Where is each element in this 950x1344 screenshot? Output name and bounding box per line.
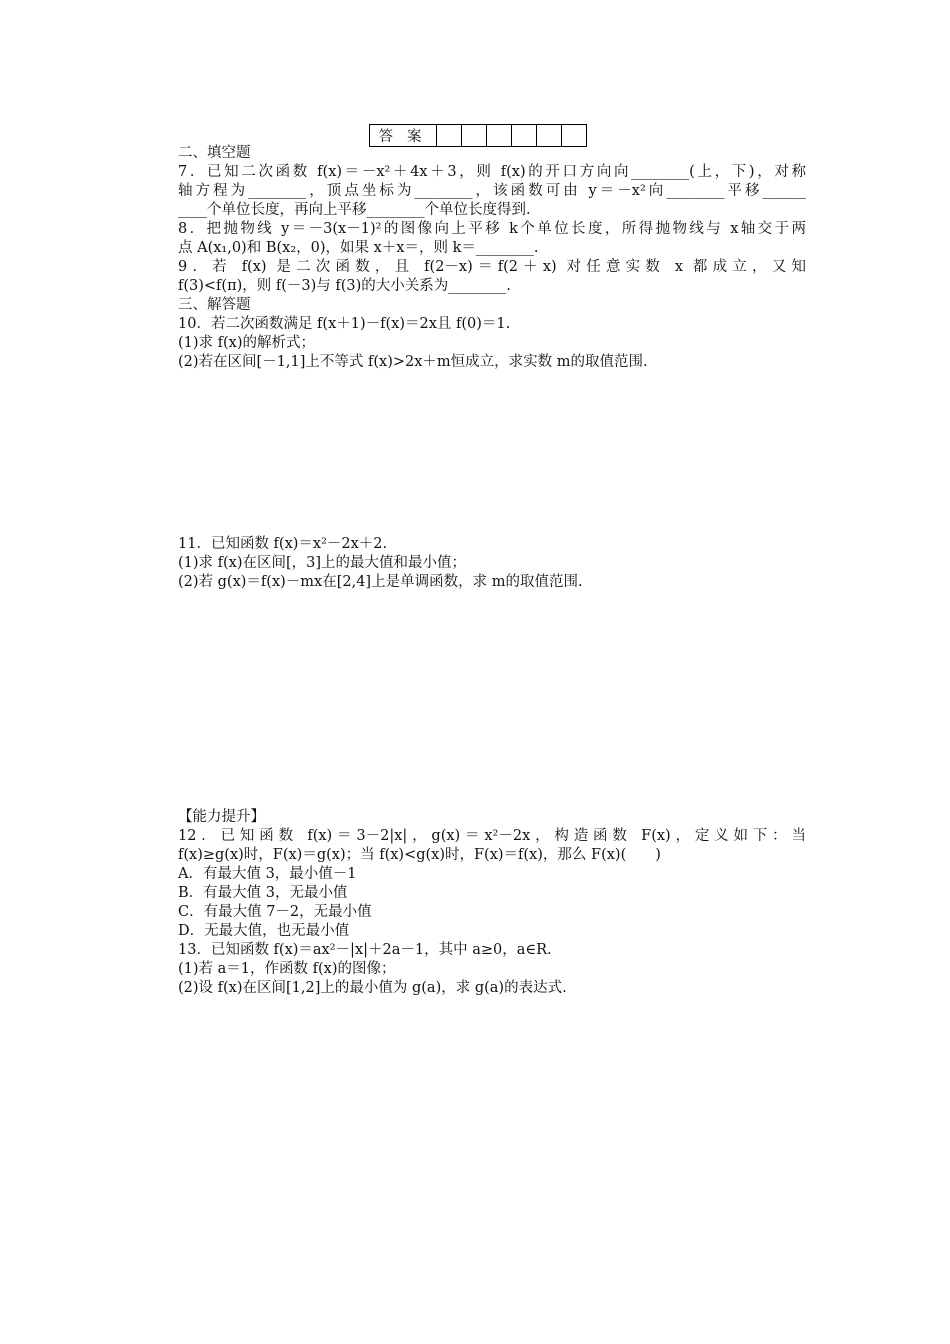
question-11-line: (1)求 f(x)在区间[，3]上的最大值和最小值；	[178, 555, 467, 571]
option-c: C．有最大值 7－2，无最小值	[178, 904, 372, 920]
question-7-line: ____个单位长度，再向上平移________个单位长度得到.	[178, 202, 531, 218]
question-11-line: (2)若 g(x)＝f(x)－mx在[2,4]上是单调函数，求 m的取值范围.	[178, 574, 583, 590]
section-ability	[178, 808, 806, 998]
question-12-line: f(x)≥g(x)时，F(x)＝g(x)；当 f(x)<g(x)时，F(x)＝f(x)，那么 F(x)( )	[178, 847, 661, 863]
question-11	[178, 535, 806, 592]
question-13-line: 13．已知函数 f(x)＝ax²－|x|＋2a－1，其中 a≥0，a∈R.	[178, 942, 552, 958]
question-10-line: (1)求 f(x)的解析式；	[178, 335, 316, 351]
question-9-line: f(3)<f(π)，则 f(－3)与 f(3)的大小关系为________.	[178, 278, 511, 294]
question-12-line: 12．已知函数 f(x)＝3－2|x|，g(x)＝x²－2x，构造函数 F(x)，定义如下：当	[178, 828, 806, 844]
question-11-line: 11．已知函数 f(x)＝x²－2x＋2.	[178, 536, 388, 552]
section-heading: 三、解答题	[178, 297, 251, 313]
question-7-line: 7．已知二次函数 f(x)＝－x²＋4x＋3，则 f(x)的开口方向向________(上，下)，对称	[178, 164, 806, 180]
question-9-line: 9．若 f(x) 是二次函数，且 f(2－x)＝f(2＋x) 对任意实数 x 都成立，又知	[178, 259, 806, 275]
question-13-line: (2)设 f(x)在区间[1,2]上的最小值为 g(a)，求 g(a)的表达式.	[178, 980, 567, 996]
option-b: B．有最大值 3，无最小值	[178, 885, 348, 901]
question-8-line: 点 A(x₁,0)和 B(x₂，0)，如果 x＋x＝，则 k＝________.	[178, 240, 539, 256]
option-a: A．有最大值 3，最小值－1	[178, 866, 357, 882]
section-heading: 【能力提升】	[178, 809, 265, 825]
question-7-line: 轴方程为________，顶点坐标为________，该函数可由 y＝－x²向________平移______	[178, 183, 806, 199]
question-13-line: (1)若 a＝1，作函数 f(x)的图像；	[178, 961, 396, 977]
question-10-line: (2)若在区间[－1,1]上不等式 f(x)>2x＋m恒成立，求实数 m的取值范围.	[178, 354, 648, 370]
question-8-line: 8．把抛物线 y＝－3(x－1)²的图像向上平移 k个单位长度，所得抛物线与 x轴交于两	[178, 221, 806, 237]
section-fill-in	[178, 144, 806, 372]
question-10-line: 10．若二次函数满足 f(x＋1)－f(x)＝2x且 f(0)＝1.	[178, 316, 511, 332]
answer-label: 答案	[370, 125, 437, 147]
option-d: D．无最大值，也无最小值	[178, 923, 350, 939]
section-heading: 二、填空题	[178, 145, 251, 161]
